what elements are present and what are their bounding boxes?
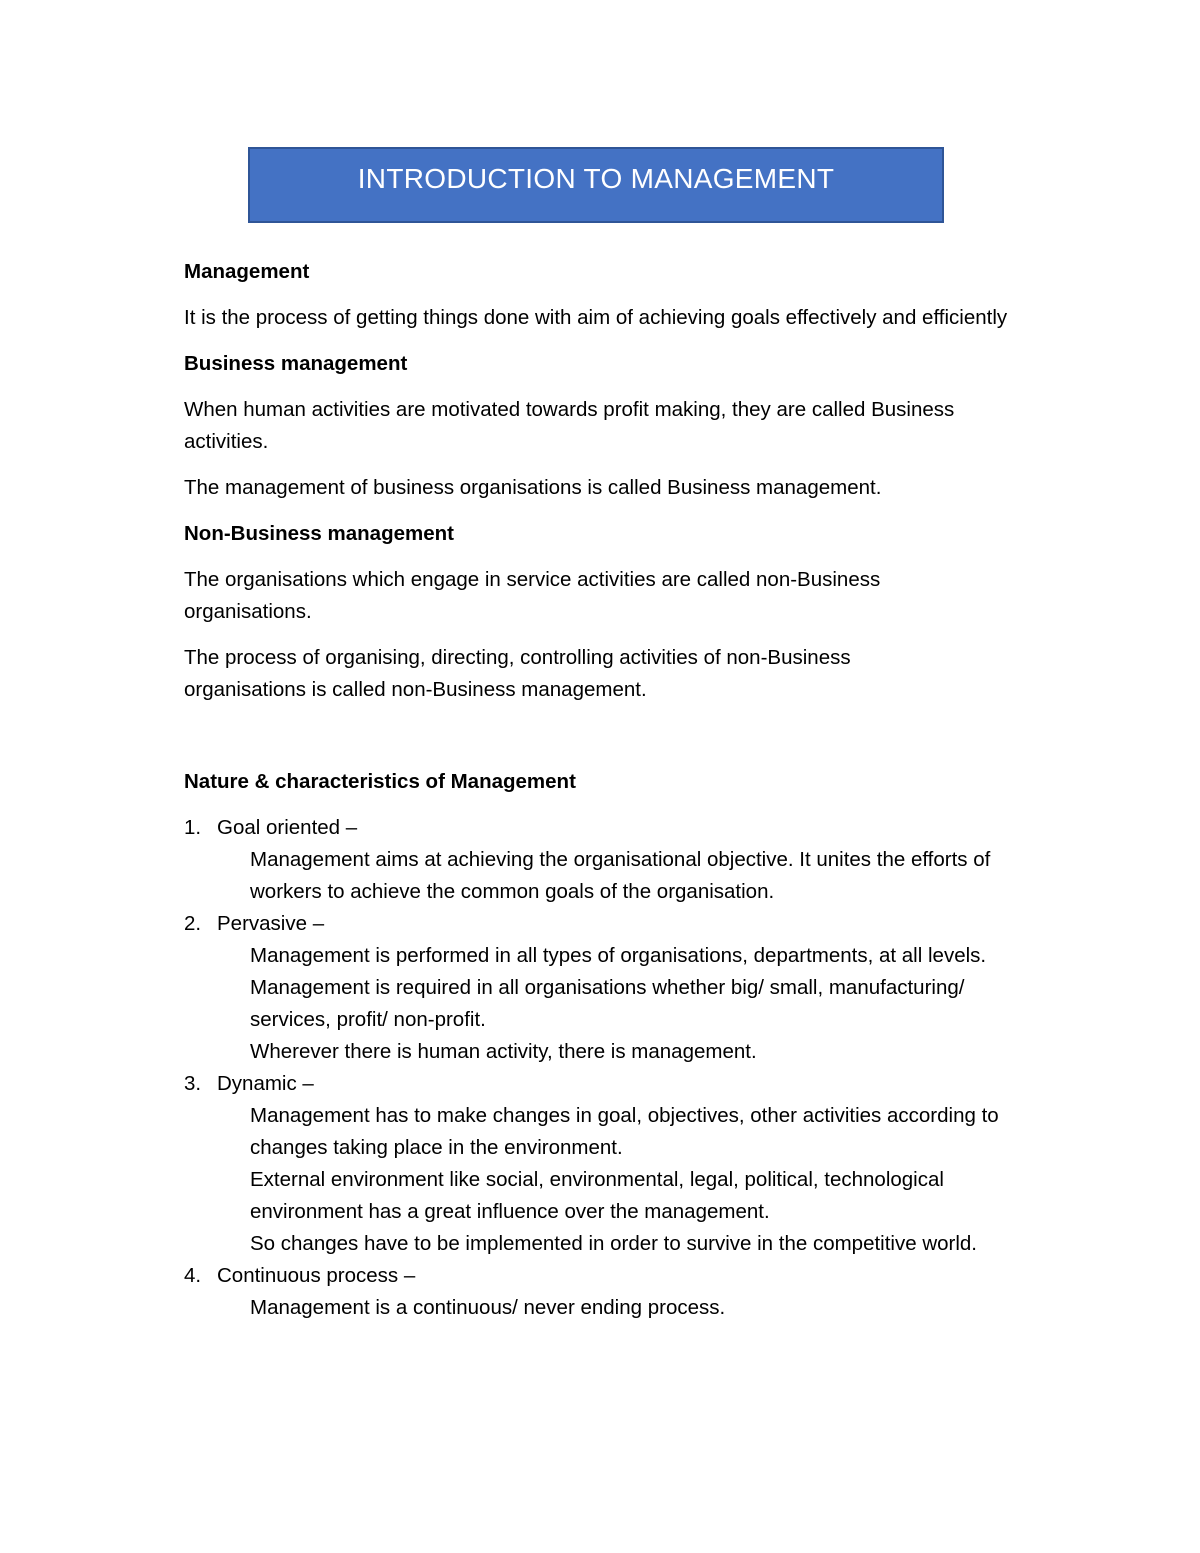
document-body xyxy=(184,256,1024,1324)
list-number: 2. xyxy=(184,912,202,935)
paragraph: The organisations which engage in service activities are called non-Business organisations. xyxy=(184,568,881,623)
description-line: External environment like social, environmental, legal, political, technological environment has a great influence over the management. xyxy=(250,1168,944,1223)
list-item-description xyxy=(250,844,1024,908)
list-item-description xyxy=(250,940,1024,1068)
section-heading-nature-characteristics: Nature & characteristics of Management xyxy=(184,770,576,793)
list-number: 4. xyxy=(184,1264,202,1287)
list-item xyxy=(184,908,1024,1068)
list-item xyxy=(184,1068,1024,1260)
description-line: Management is a continuous/ never ending process. xyxy=(250,1296,726,1319)
list-item-description xyxy=(250,1100,1024,1260)
section-heading-non-business-management: Non-Business management xyxy=(184,522,454,545)
description-line: So changes have to be implemented in order to survive in the competitive world. xyxy=(250,1232,977,1255)
description-line: Management is required in all organisations whether big/ small, manufacturing/ services, profit/ non-profit. xyxy=(250,976,965,1031)
list-item xyxy=(184,812,1024,908)
spacer xyxy=(184,720,1024,766)
section-heading-management: Management xyxy=(184,260,310,283)
page-title: INTRODUCTION TO MANAGEMENT xyxy=(248,147,944,223)
paragraph: It is the process of getting things done with aim of achieving goals effectively and efficiently xyxy=(184,306,1008,329)
list-item-label: Continuous process – xyxy=(217,1264,416,1287)
section-heading-business-management: Business management xyxy=(184,352,408,375)
paragraph: The management of business organisations is called Business management. xyxy=(184,476,882,499)
list-item-label: Goal oriented – xyxy=(217,816,358,839)
description-line: Management aims at achieving the organisational objective. It unites the efforts of workers to achieve the common goals of the organisation. xyxy=(250,848,991,903)
list-item-label: Pervasive – xyxy=(217,912,325,935)
description-line: Wherever there is human activity, there is management. xyxy=(250,1040,757,1063)
list-item-label: Dynamic – xyxy=(217,1072,314,1095)
characteristics-list xyxy=(184,812,1024,1324)
paragraph: When human activities are motivated towards profit making, they are called Business activities. xyxy=(184,398,955,453)
list-number: 3. xyxy=(184,1072,202,1095)
list-item xyxy=(184,1260,1024,1324)
paragraph: The process of organising, directing, controlling activities of non-Business organisations is called non-Business management. xyxy=(184,646,851,701)
description-line: Management has to make changes in goal, objectives, other activities according to changes taking place in the environment. xyxy=(250,1104,999,1159)
list-number: 1. xyxy=(184,816,202,839)
list-item-description xyxy=(250,1292,1024,1324)
description-line: Management is performed in all types of organisations, departments, at all levels. xyxy=(250,944,987,967)
